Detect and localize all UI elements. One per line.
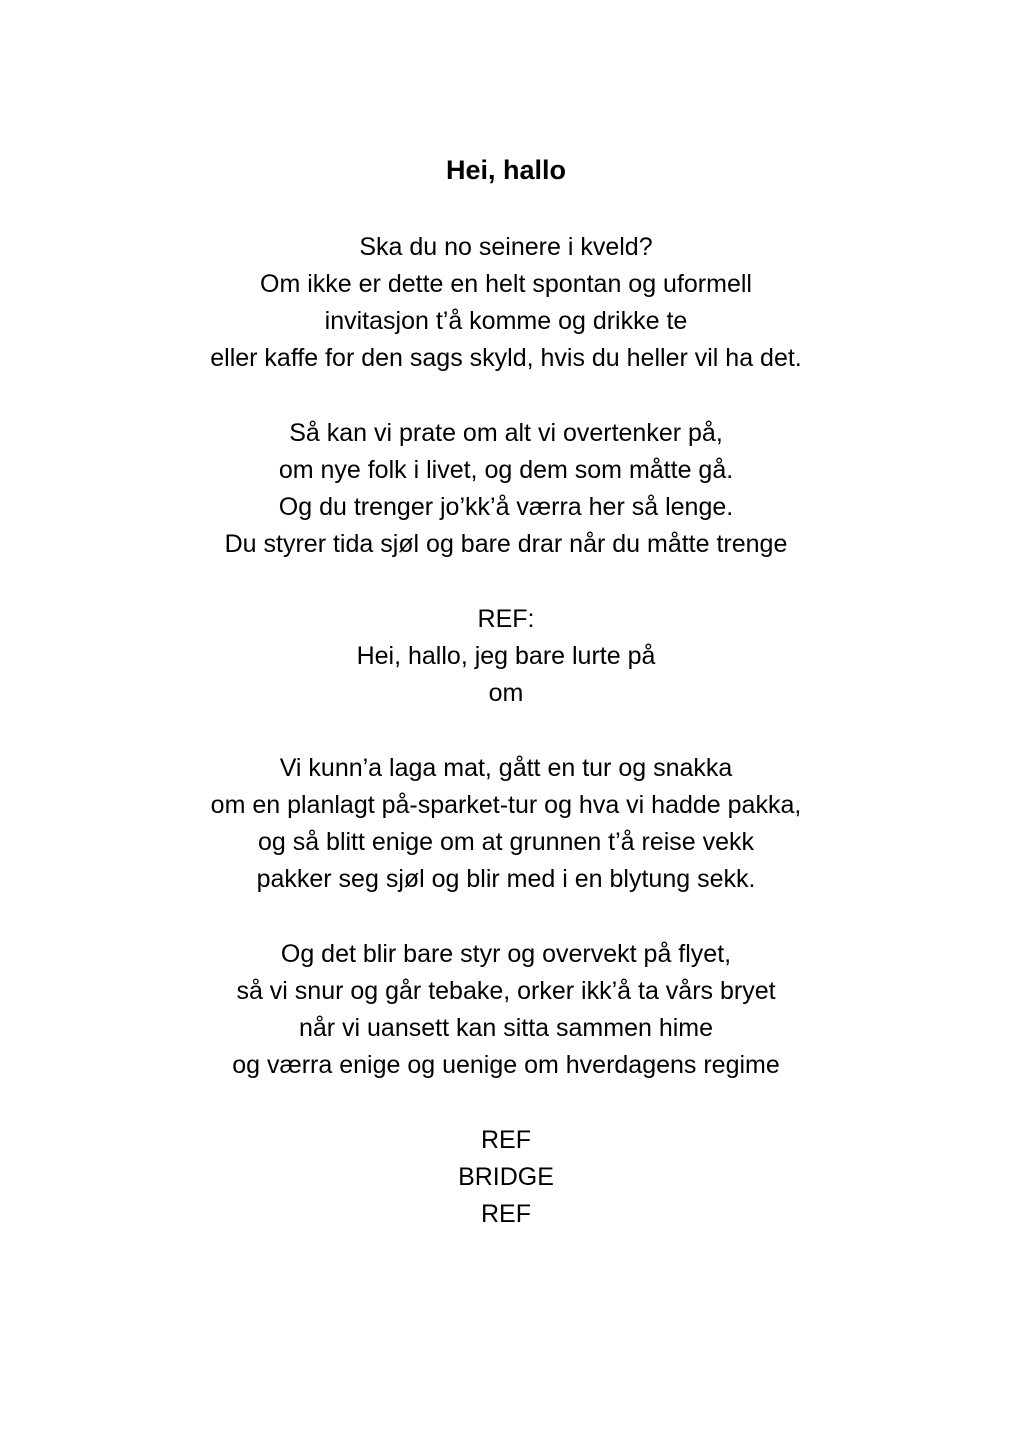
- verse-4: [0, 936, 1012, 1084]
- lyrics-body: [0, 229, 1012, 1233]
- lyric-line: REF: [481, 1200, 531, 1228]
- lyric-line: Du styrer tida sjøl og bare drar når du måtte trenge: [224, 530, 788, 558]
- lyric-line: Om ikke er dette en helt spontan og uformell: [260, 270, 752, 298]
- lyric-line: om nye folk i livet, og dem som måtte gå.: [278, 456, 734, 484]
- lyric-line: og værra enige og uenige om hverdagens regime: [232, 1051, 780, 1079]
- verse-1: [0, 229, 1012, 377]
- lyric-line: om en planlagt på-sparket-tur og hva vi hadde pakka,: [210, 791, 802, 819]
- page-title: Hei, hallo: [445, 155, 567, 185]
- lyric-line: BRIDGE: [458, 1163, 554, 1191]
- lyric-line: så vi snur og går tebake, orker ikk’å ta vårs bryet: [236, 977, 776, 1005]
- lyric-line: REF: [481, 1126, 531, 1154]
- lyric-line: Og du trenger jo’kk’å værra her så lenge.: [278, 493, 734, 521]
- lyric-line: Hei, hallo, jeg bare lurte på: [356, 642, 656, 670]
- lyric-line: invitasjon t’å komme og drikke te: [324, 307, 688, 335]
- lyric-line: om: [488, 679, 524, 707]
- lyric-line: eller kaffe for den sags skyld, hvis du heller vil ha det.: [210, 344, 802, 372]
- lyric-line: Så kan vi prate om alt vi overtenker på,: [289, 419, 723, 447]
- lyric-line: Og det blir bare styr og overvekt på flyet,: [280, 940, 732, 968]
- outro-structure: [0, 1122, 1012, 1233]
- verse-2: [0, 415, 1012, 563]
- lyric-line: og så blitt enige om at grunnen t’å reise vekk: [257, 828, 755, 856]
- lyric-line: når vi uansett kan sitta sammen hime: [298, 1014, 714, 1042]
- lyric-line: pakker seg sjøl og blir med i en blytung sekk.: [256, 865, 756, 893]
- verse-3: [0, 750, 1012, 898]
- chorus-ref: [0, 601, 1012, 712]
- lyric-line: Ska du no seinere i kveld?: [359, 233, 653, 261]
- lyric-line: REF:: [477, 605, 535, 633]
- lyric-line: Vi kunn’a laga mat, gått en tur og snakka: [279, 754, 733, 782]
